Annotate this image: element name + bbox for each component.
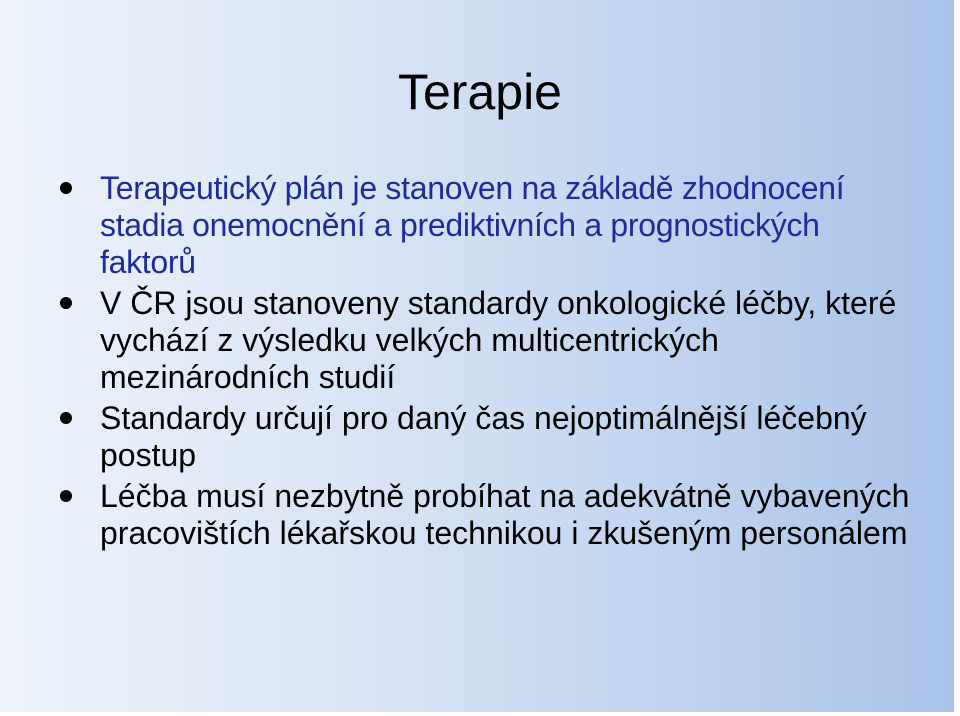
slide-title: Terapie xyxy=(398,64,562,120)
bullet-text: V ČR jsou stanoveny standardy onkologické léčby, které vychází z výsledku velkých multicentrických mezinárodních studií xyxy=(100,285,897,395)
bullet-item xyxy=(60,170,910,281)
slide-edge-right xyxy=(954,0,960,716)
bullet-text: Standardy určují pro daný čas nejoptimálnější léčebný postup xyxy=(100,400,867,473)
bullet-text: Terapeutický plán je stanoven na základě zhodnocení stadia onemocnění a prediktivních a prognostických faktorů xyxy=(100,170,845,280)
bullet-dot-icon xyxy=(60,182,72,194)
slide-edge-bottom xyxy=(0,712,960,716)
bullet-text: Léčba musí nezbytně probíhat na adekvátně vybavených pracovištích lékařskou technikou i zkušeným personálem xyxy=(100,478,910,551)
bullet-dot-icon xyxy=(60,490,72,502)
bullet-item xyxy=(60,285,910,396)
bullet-item xyxy=(60,400,910,474)
bullet-list xyxy=(60,170,910,556)
bullet-item xyxy=(60,478,910,552)
bullet-dot-icon xyxy=(60,297,72,309)
bullet-dot-icon xyxy=(60,412,72,424)
